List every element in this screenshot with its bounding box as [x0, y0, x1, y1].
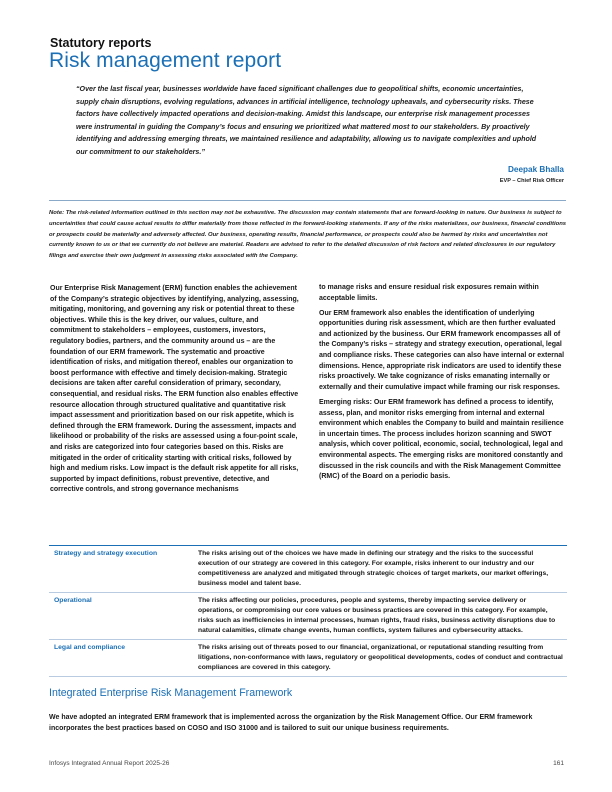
executive-quote: “Over the last fiscal year, businesses worldwide have faced significant challenges due to geopolitical shifts, economic uncertainties, supply chain disruptions, evolving regulations, advances in artificial intelligence, technology upheavals, and cybersecurity risks. These factors have collectively impacted operations and decision-making. Amidst this landscape, our enterprise risk management processes were instrumental in guiding the Company’s focus and ensuring we prioritized what mattered most to our stakeholders. By proactively identifying and addressing emerging threats, we maintained resilience and adaptability, allowing us to navigate complexities and uphold our commitment to our stakeholders.”	[76, 85, 537, 156]
risk-description: The risks arising out of the choices we have made in defining our strategy and the risks to the successful execution of our strategy are covered in this category. For example, risks inherent to our industry and our competitiveness are analyzed and mitigated through strategic choices of target markets, our market offerings, business model and talent base.	[198, 550, 549, 587]
risk-category: Strategy and strategy execution	[54, 550, 158, 557]
body-paragraph: Our Enterprise Risk Management (ERM) function enables the achievement of the Company’s strategic objectives by identifying, analyzing, assessing, mitigating, monitoring, and governing any risk or potential threat to these objectives. While this is the key driver, our values, culture, and commitment to stakeholders – employees, customers, investors, regulatory bodies, partners, and the community around us – are the foundation of our ERM framework. The systematic and proactive identification of risks, and mitigation thereof, enables our organization to boost performance with effective and timely decision-making. Strategic decisions are taken after careful consideration of primary, secondary, consequential, and residual risks. The ERM function also enables effective resource allocation through structured qualitative and quantitative risk impact assessment and prioritization based on our risk appetite, which is defined through the ERM framework. During the assessment, impacts and likelihood or probability of the risks are assessed using a four-point scale, and risks are categorized into four categories based on this. Risks are mitigated in the order of criticality starting with critical risks, followed by high and medium risks. Low impact is the default risk appetite for all risks, supported by impact definitions, robust preventive, detective, and corrective controls, and strong governance mechanisms	[50, 285, 299, 494]
body-column-right	[319, 283, 567, 487]
quote-author-name: Deepak Bhalla	[508, 165, 564, 174]
page-title: Risk management report	[49, 49, 282, 72]
risk-description: The risks affecting our policies, procedures, people and systems, thereby impacting service delivery or operations, or compromising our core values or business practices are covered in this category. For example, risks such as inefficiencies in internal processes, human rights, fraud risks, business activity disruptions due to natural calamities, climate change events, human conflicts, system failures and cybersecurity attacks.	[198, 597, 556, 634]
risk-description: The risks arising out of threats posed to our financial, organizational, or reputational standing resulting from litigations, non-conformance with laws, regulatory or geopolitical developments, codes of conduct and contractual compliances are covered in this category.	[198, 644, 563, 671]
risk-category: Operational	[54, 597, 92, 604]
table-row	[49, 593, 567, 640]
section-label: Statutory reports	[50, 36, 152, 50]
body-paragraph: to manage risks and ensure residual risk exposures remain within acceptable limits.	[319, 284, 539, 302]
footer-report-name: Infosys Integrated Annual Report 2025-26	[49, 760, 170, 767]
body-paragraph: Our ERM framework also enables the identification of underlying opportunities during risk assessment, which are then further evaluated and actionized by the business. Our ERM framework encompasses all of the Company’s risks – strategy and strategy execution, operational, legal and compliance risks. These categories can also have internal or external dimensions. Hence, appropriate risk indicators are used to identify these risks proactively. We take cognizance of risks emanating internally or externally and their cumulative impact while framing our risk responses.	[319, 309, 565, 391]
page-number: 161	[553, 760, 564, 767]
table-row	[49, 640, 567, 677]
framework-heading: Integrated Enterprise Risk Management Framework	[49, 687, 293, 699]
framework-text: We have adopted an integrated ERM framework that is implemented across the organization by the Risk Management Office. Our ERM framework incorporates the best practices based on COSO and ISO 31000 and is tailored to suit our unique business requirements.	[49, 714, 533, 732]
body-paragraph: Emerging risks: Our ERM framework has defined a process to identify, assess, plan, and monitor risks emerging from internal and external environment which enables the Company to build and maintain resilience in uncertain times. The process includes horizon scanning and SWOT analysis, which cover political, economic, social, technological, legal and environmental aspects. The emerging risks are monitored constantly and discussed in the risk councils and with the Risk Management Committee (RMC) of the Board on a periodic basis.	[319, 398, 564, 481]
quote-author-role: EVP – Chief Risk Officer	[499, 178, 564, 184]
risk-category: Legal and compliance	[54, 644, 126, 651]
table-row	[49, 546, 567, 593]
divider	[49, 200, 566, 201]
body-column-left	[50, 284, 300, 500]
disclaimer-note: Note: The risk-related information outlined in this section may not be exhaustive. The discussion may contain statements that are forward-looking in nature. Our business is subject to uncertainties that could cause actual results to differ materially from those reflected in the forward-looking statements. If any of the risks materializes, our business, financial conditions or prospects could be materially and adversely affected. Our business, operating results, financial performance, or prospects could also be harmed by risks and uncertainties not currently known to us or that we currently do not believe are material. Readers are advised to refer to the detailed discussion of risk factors and related disclosures in our regulatory filings and exercise their own judgment in assessing risks associated with the Company.	[49, 210, 567, 260]
risk-category-table	[49, 545, 567, 677]
